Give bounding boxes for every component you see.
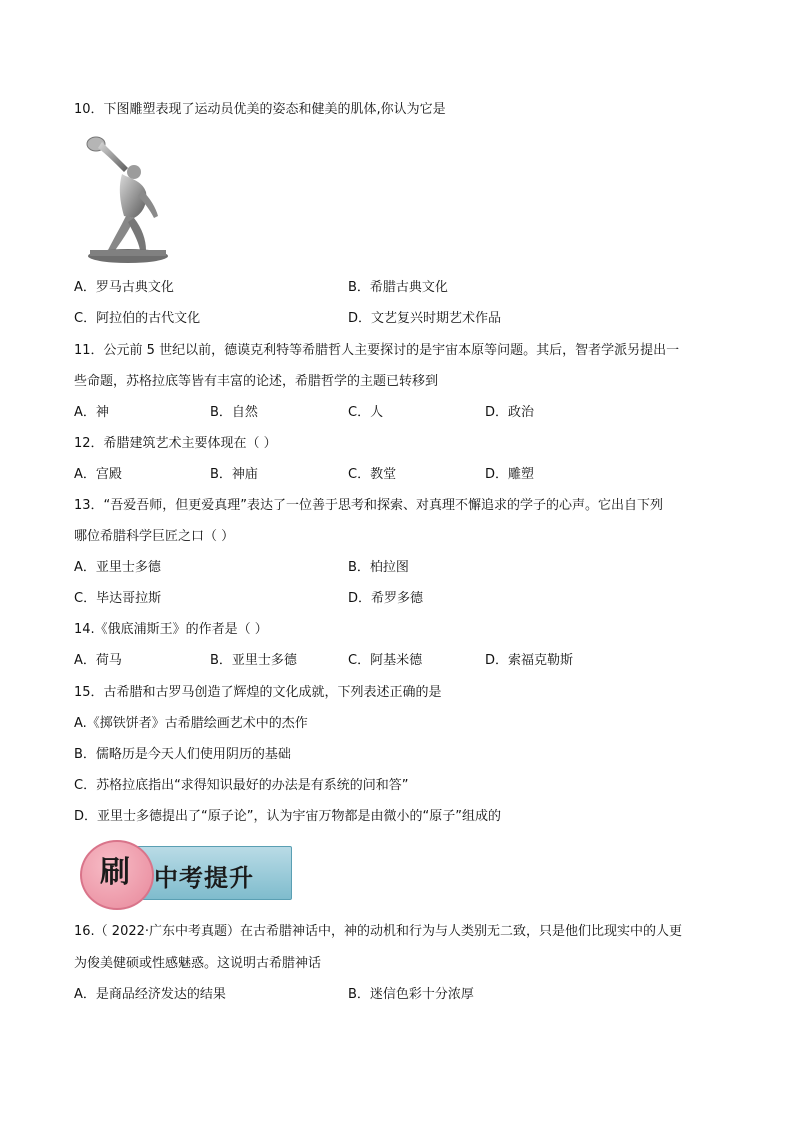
q10-option-c: C．阿拉伯的古代文化 [74, 311, 201, 326]
q12-option-a: A．宫殿 [74, 467, 122, 482]
q13-stem-line1: 13．“吾爱吾师，但更爱真理”表达了一位善于思考和探索、对真理不懈追求的学子的心声。它出自下列 [74, 498, 664, 513]
q14-option-c: C．阿基米德 [348, 653, 423, 668]
q13-option-c: C．毕达哥拉斯 [74, 591, 162, 606]
q10-option-d: D．文艺复兴时期艺术作品 [348, 311, 502, 326]
q16-option-a: A．是商品经济发达的结果 [74, 987, 226, 1002]
q15-stem: 15．古希腊和古罗马创造了辉煌的文化成就，下列表述正确的是 [74, 685, 442, 700]
q14-option-d: D．索福克勒斯 [485, 653, 574, 668]
q10-option-a: A．罗马古典文化 [74, 280, 174, 295]
q10-stem: 10．下图雕塑表现了运动员优美的姿态和健美的肌体,你认为它是 [74, 102, 446, 117]
q12-option-d: D．雕塑 [485, 467, 535, 482]
q16-option-b: B．迷信色彩十分浓厚 [348, 987, 474, 1002]
banner-circle-char: 刷 [100, 855, 130, 890]
q15-option-d: D．亚里士多德提出了“原子论”，认为宇宙万物都是由微小的“原子”组成的 [74, 809, 501, 824]
q11-stem-line2: 些命题，苏格拉底等皆有丰富的论述，希腊哲学的主题已转移到 [74, 374, 439, 389]
q11-option-c: C．人 [348, 405, 384, 420]
q11-option-a: A．神 [74, 405, 109, 420]
q11-option-d: D．政治 [485, 405, 535, 420]
q13-option-d: D．希罗多德 [348, 591, 424, 606]
section-banner [76, 840, 296, 908]
q13-option-a: A．亚里士多德 [74, 560, 161, 575]
q16-stem-line2: 为俊美健硕或性感魅惑。这说明古希腊神话 [74, 956, 322, 971]
q12-stem: 12．希腊建筑艺术主要体现在（ ） [74, 436, 277, 451]
q16-stem-line1: 16.（ 2022·广东中考真题）在古希腊神话中，神的动机和行为与人类别无二致，只是他们比现实中的人更 [74, 924, 683, 939]
q12-option-c: C．教堂 [348, 467, 397, 482]
q11-option-b: B．自然 [210, 405, 258, 420]
q15-option-b: B．儒略历是今天人们使用阴历的基础 [74, 747, 291, 762]
q14-stem: 14.《俄底浦斯王》的作者是（ ） [74, 622, 268, 637]
q10-option-b: B．希腊古典文化 [348, 280, 448, 295]
q14-option-b: B．亚里士多德 [210, 653, 297, 668]
q11-stem-line1: 11．公元前 5 世纪以前，德谟克利特等希腊哲人主要探讨的是宇宙本原等问题。其后，智者学派另提出一 [74, 343, 680, 358]
q13-option-b: B．柏拉图 [348, 560, 409, 575]
discus-thrower-statue-image [84, 132, 170, 266]
banner-title: 中考提升 [154, 863, 254, 892]
q13-stem-line2: 哪位希腊科学巨匠之口（ ） [74, 529, 235, 544]
q15-option-a: A.《掷铁饼者》古希腊绘画艺术中的杰作 [74, 716, 308, 731]
q12-option-b: B．神庙 [210, 467, 258, 482]
q14-option-a: A．荷马 [74, 653, 122, 668]
q15-option-c: C．苏格拉底指出“求得知识最好的办法是有系统的问和答” [74, 778, 409, 793]
